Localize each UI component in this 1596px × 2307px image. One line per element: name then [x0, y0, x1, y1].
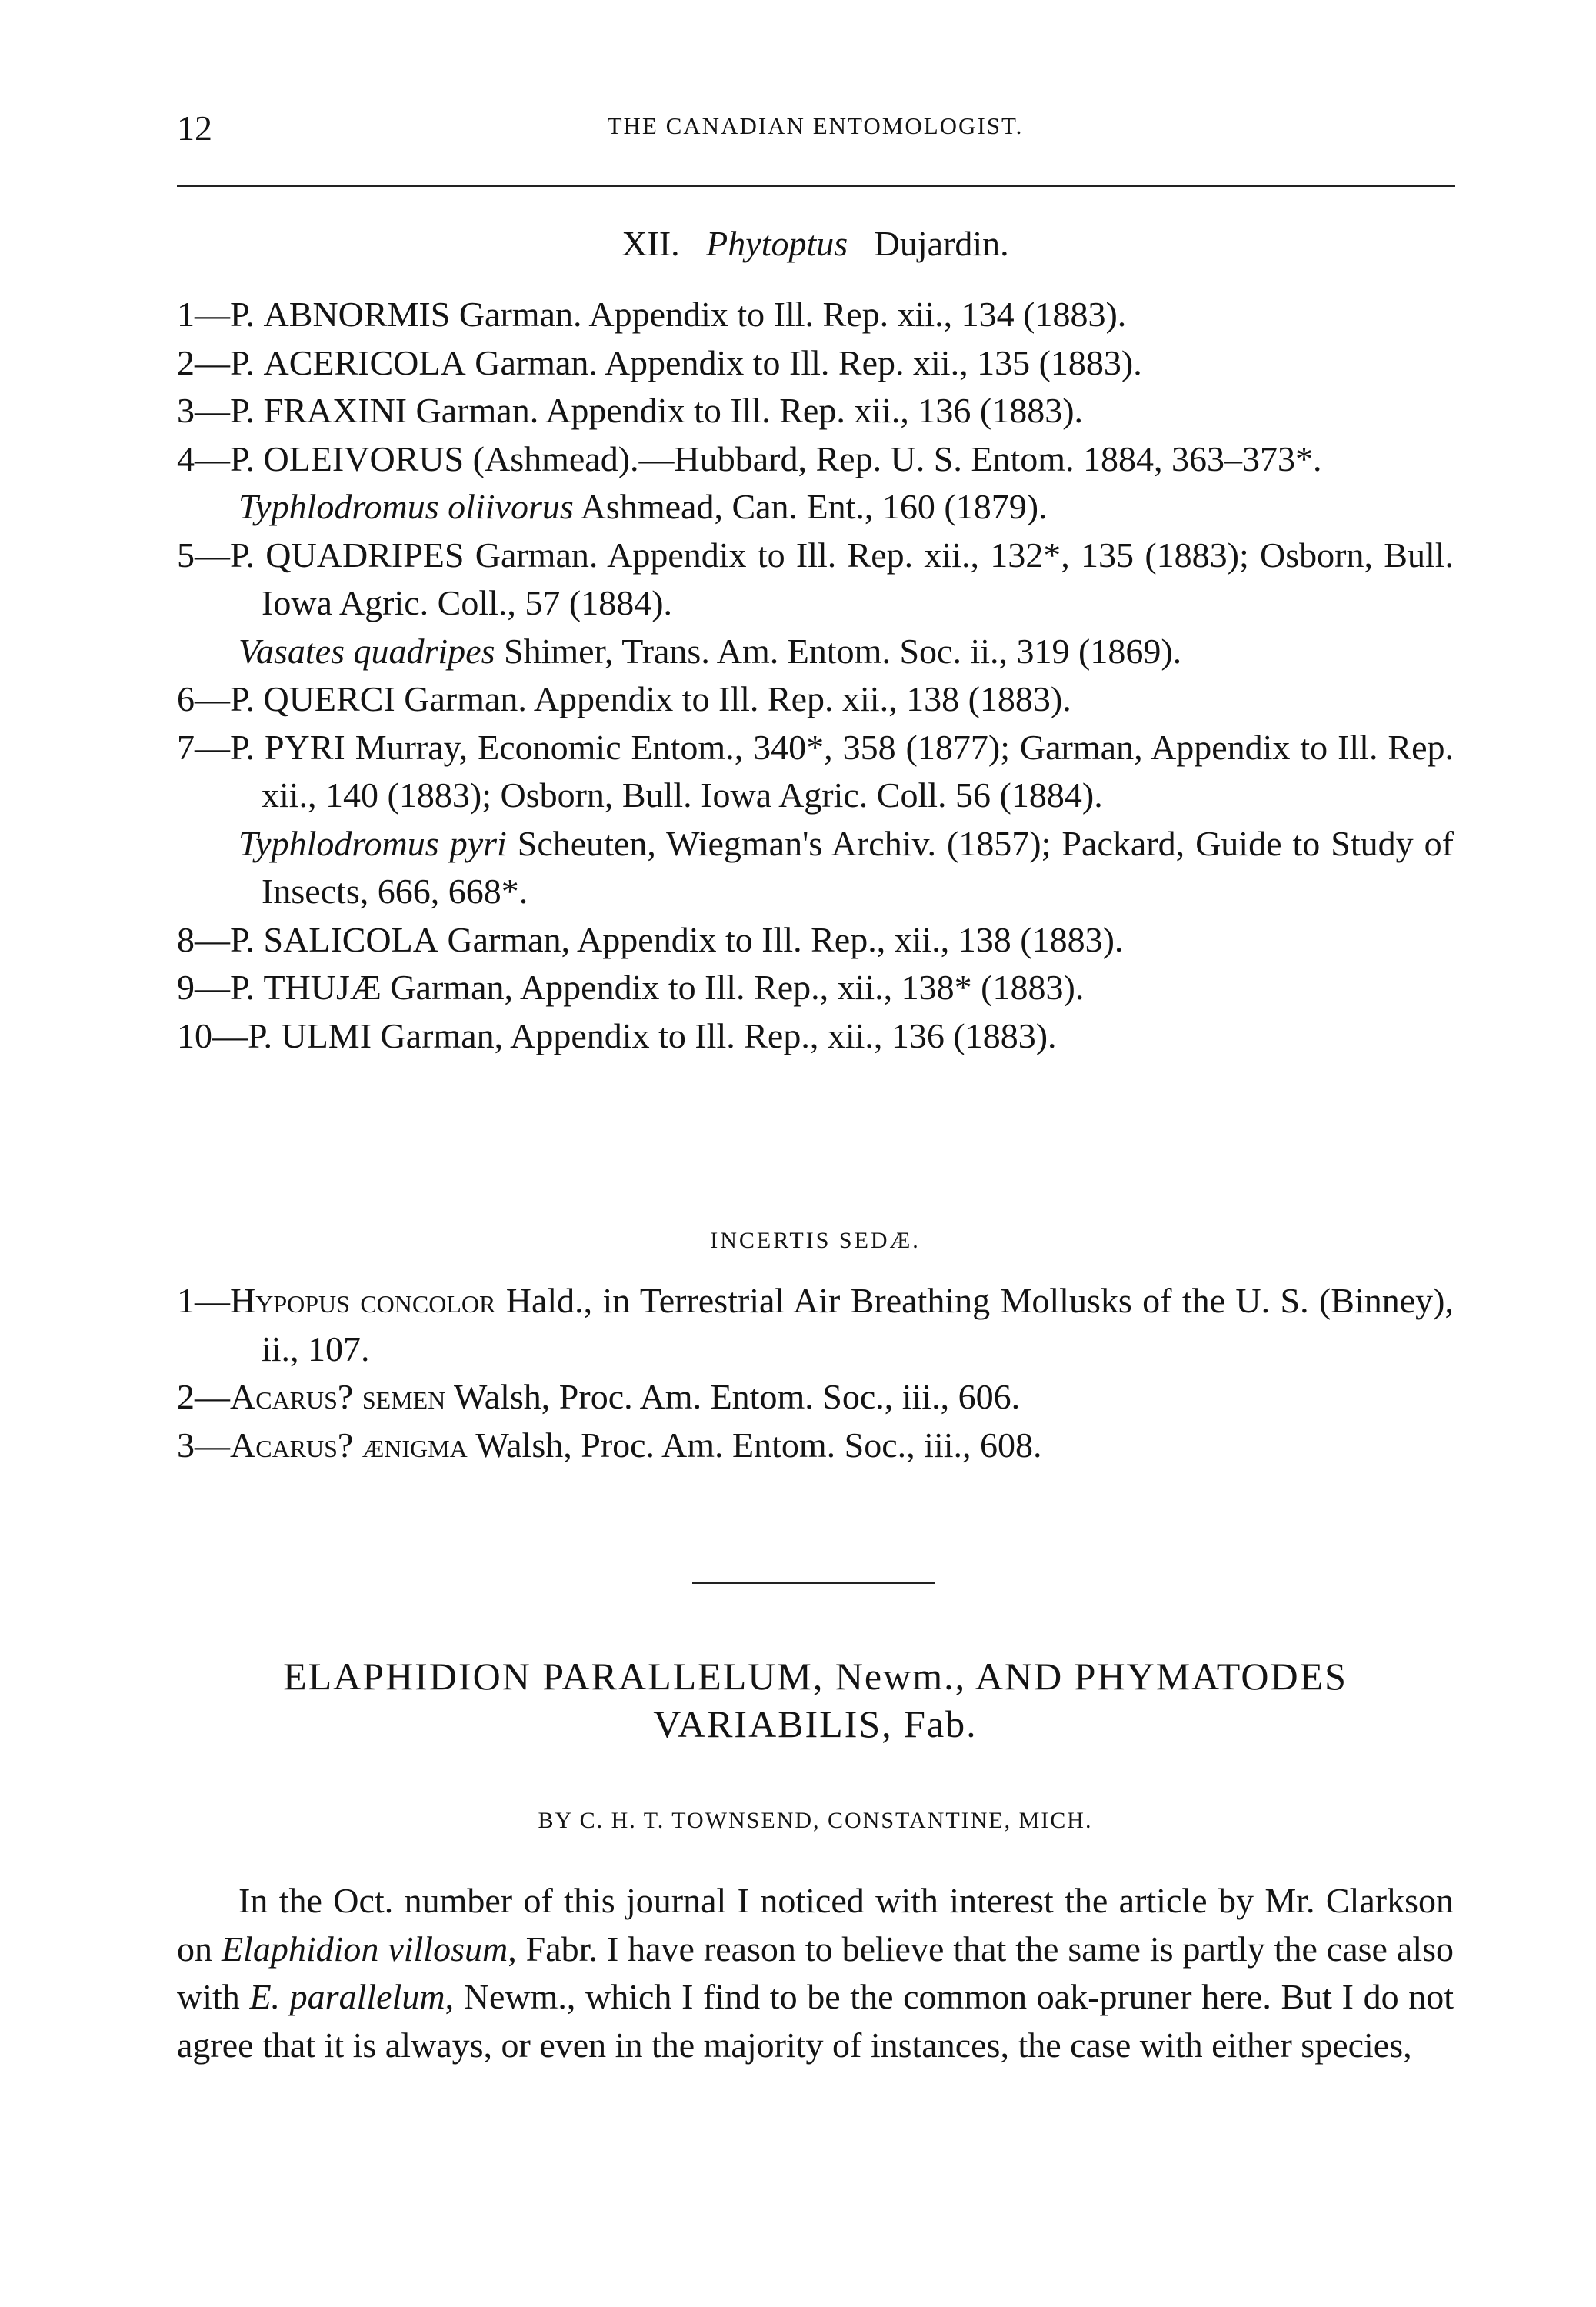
journal-title: THE CANADIAN ENTOMOLOGIST. — [607, 112, 1024, 139]
synonym-entry: Vasates quadripes Shimer, Trans. Am. Entom. Soc. ii., 319 (1869). — [238, 631, 1182, 671]
species-list — [177, 291, 1454, 1060]
species-entry: 10—P. ULMI Garman, Appendix to Ill. Rep., xii., 136 (1883). — [177, 1015, 1057, 1055]
section-numeral: XII. — [621, 224, 680, 263]
species-entry: 7—P. PYRI Murray, Economic Entom., 340*, 358 (1877); Garman, Appendix to Ill. Rep. xii., 140 (1883); Osborn, Bull. Iowa Agric. Coll. 56 (1884). — [177, 727, 1454, 815]
incertis-entry: 2—Acarus? semen Walsh, Proc. Am. Entom. Soc., iii., 606. — [177, 1377, 1021, 1416]
running-head — [177, 108, 1454, 154]
section-title — [177, 223, 1454, 264]
header-rule — [177, 185, 1455, 187]
species-entry: 4—P. OLEIVORUS (Ashmead).—Hubbard, Rep. U. S. Entom. 1884, 363–373*. — [177, 438, 1322, 478]
species-entry: 1—P. ABNORMIS Garman. Appendix to Ill. Rep. xii., 134 (1883). — [177, 295, 1127, 334]
article-paragraph: In the Oct. number of this journal I noticed with interest the article by Mr. Clarkson on Elaphidion villosum, Fabr. I have reason to believe that the same is partly the case also with E. parallelum, Newm., which I find to be the common oak-pruner here. But I do not agree that it is always, or even in the majority of instances, the case with either species, — [177, 1881, 1454, 2065]
incertis-entry: 1—Hypopus concolor Hald., in Terrestrial Air Breathing Mollusks of the U. S. (Binney), ii., 107. — [177, 1281, 1454, 1369]
species-entry: 6—P. QUERCI Garman. Appendix to Ill. Rep. xii., 138 (1883). — [177, 679, 1071, 718]
incertis-sedis-heading: INCERTIS SEDÆ. — [710, 1228, 921, 1253]
section-divider — [692, 1582, 935, 1584]
incertis-entry: 3—Acarus? ænigma Walsh, Proc. Am. Entom. Soc., iii., 608. — [177, 1425, 1042, 1465]
byline: BY C. H. T. TOWNSEND, CONSTANTINE, MICH. — [538, 1808, 1093, 1833]
species-entry: 9—P. THUJÆ Garman, Appendix to Ill. Rep., xii., 138* (1883). — [177, 968, 1085, 1007]
genus-author: Dujardin. — [874, 224, 1009, 263]
article-title — [177, 1652, 1454, 1748]
article-title-line: ELAPHIDION PARALLELUM, Newm., AND PHYMATODES — [283, 1655, 1348, 1698]
species-entry: 3—P. FRAXINI Garman. Appendix to Ill. Rep. xii., 136 (1883). — [177, 391, 1084, 430]
species-entry: 8—P. SALICOLA Garman, Appendix to Ill. Rep., xii., 138 (1883). — [177, 919, 1124, 959]
species-entry: 5—P. QUADRIPES Garman. Appendix to Ill. Rep. xii., 132*, 135 (1883); Osborn, Bull. Iowa Agric. Coll., 57 (1884). — [177, 535, 1454, 622]
synonym-entry: Typhlodromus pyri Scheuten, Wiegman's Archiv. (1857); Packard, Guide to Study of Insects, 666, 668*. — [238, 823, 1454, 911]
species-entry: 2—P. ACERICOLA Garman. Appendix to Ill. Rep. xii., 135 (1883). — [177, 342, 1142, 382]
page-number: 12 — [177, 108, 212, 148]
genus-name: Phytoptus — [706, 224, 848, 263]
article-title-line: VARIABILIS, Fab. — [653, 1702, 978, 1745]
incertis-sedis-list — [177, 1277, 1454, 1469]
synonym-entry: Typhlodromus oliivorus Ashmead, Can. Ent., 160 (1879). — [238, 487, 1048, 526]
